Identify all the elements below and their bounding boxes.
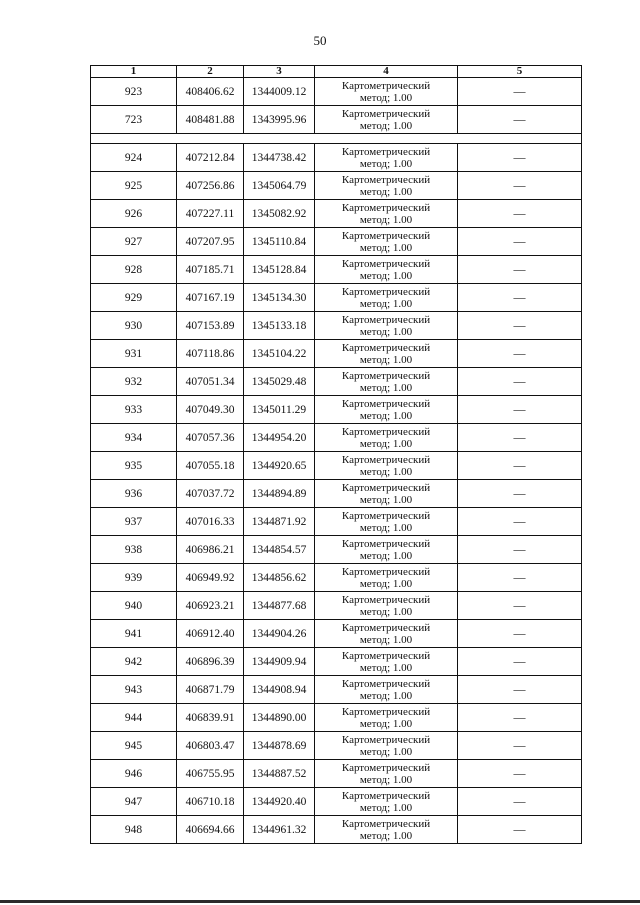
header-cell-1: 1 [91, 66, 177, 78]
dash-cell: — [458, 144, 582, 172]
table-row [91, 228, 582, 256]
x-coordinate-cell: 407037.72 [177, 480, 244, 508]
table-row [91, 508, 582, 536]
x-coordinate-cell: 407256.86 [177, 172, 244, 200]
point-number-cell: 931 [91, 340, 177, 368]
dash-cell: — [458, 200, 582, 228]
method-cell [315, 788, 458, 816]
method-cell [315, 452, 458, 480]
dash-cell: — [458, 228, 582, 256]
y-coordinate-cell: 1344920.65 [244, 452, 315, 480]
table-row [91, 648, 582, 676]
x-coordinate-cell: 406912.40 [177, 620, 244, 648]
dash-cell: — [458, 592, 582, 620]
method-cell [315, 396, 458, 424]
method-line-1: Картометрический [341, 817, 431, 830]
x-coordinate-cell: 406839.91 [177, 704, 244, 732]
method-cell [315, 340, 458, 368]
coordinates-table [90, 65, 582, 844]
y-coordinate-cell: 1345082.92 [244, 200, 315, 228]
table-row [91, 592, 582, 620]
dash-cell: — [458, 508, 582, 536]
method-line-1: Картометрический [341, 257, 431, 270]
point-number-cell: 932 [91, 368, 177, 396]
dash-cell: — [458, 704, 582, 732]
point-number-cell: 929 [91, 284, 177, 312]
x-coordinate-cell: 406755.95 [177, 760, 244, 788]
point-number-cell: 948 [91, 816, 177, 844]
method-line-1: Картометрический [341, 201, 431, 214]
table-row [91, 816, 582, 844]
method-line-2: метод; 1.00 [359, 773, 413, 786]
dash-cell: — [458, 564, 582, 592]
y-coordinate-cell: 1344894.89 [244, 480, 315, 508]
dash-cell: — [458, 788, 582, 816]
point-number-cell: 935 [91, 452, 177, 480]
point-number-cell: 928 [91, 256, 177, 284]
method-line-2: метод; 1.00 [359, 353, 413, 366]
y-coordinate-cell: 1345029.48 [244, 368, 315, 396]
x-coordinate-cell: 407207.95 [177, 228, 244, 256]
method-cell [315, 228, 458, 256]
point-number-cell: 927 [91, 228, 177, 256]
method-line-1: Картометрический [341, 107, 431, 120]
y-coordinate-cell: 1344878.69 [244, 732, 315, 760]
point-number-cell: 936 [91, 480, 177, 508]
point-number-cell: 926 [91, 200, 177, 228]
method-line-2: метод; 1.00 [359, 521, 413, 534]
method-line-1: Картометрический [341, 341, 431, 354]
point-number-cell: 923 [91, 78, 177, 106]
table-body [91, 78, 582, 844]
x-coordinate-cell: 407167.19 [177, 284, 244, 312]
dash-cell: — [458, 312, 582, 340]
table-row [91, 536, 582, 564]
x-coordinate-cell: 406871.79 [177, 676, 244, 704]
point-number-cell: 945 [91, 732, 177, 760]
dash-cell: — [458, 284, 582, 312]
y-coordinate-cell: 1344887.52 [244, 760, 315, 788]
dash-cell: — [458, 536, 582, 564]
header-cell-4: 4 [315, 66, 458, 78]
method-cell [315, 508, 458, 536]
table-row [91, 368, 582, 396]
y-coordinate-cell: 1344908.94 [244, 676, 315, 704]
y-coordinate-cell: 1345133.18 [244, 312, 315, 340]
method-line-2: метод; 1.00 [359, 157, 413, 170]
table-row [91, 284, 582, 312]
method-line-2: метод; 1.00 [359, 381, 413, 394]
method-line-1: Картометрический [341, 145, 431, 158]
table-row [91, 676, 582, 704]
x-coordinate-cell: 407055.18 [177, 452, 244, 480]
method-line-1: Картометрический [341, 285, 431, 298]
table-row [91, 78, 582, 106]
method-cell [315, 620, 458, 648]
method-cell [315, 78, 458, 106]
y-coordinate-cell: 1345104.22 [244, 340, 315, 368]
table-row [91, 620, 582, 648]
dash-cell: — [458, 78, 582, 106]
dash-cell: — [458, 452, 582, 480]
table-row [91, 312, 582, 340]
x-coordinate-cell: 406694.66 [177, 816, 244, 844]
method-line-2: метод; 1.00 [359, 717, 413, 730]
table-row [91, 340, 582, 368]
dash-cell: — [458, 172, 582, 200]
table-row [91, 396, 582, 424]
point-number-cell: 933 [91, 396, 177, 424]
method-cell [315, 536, 458, 564]
table-row [91, 732, 582, 760]
method-line-2: метод; 1.00 [359, 661, 413, 674]
y-coordinate-cell: 1344954.20 [244, 424, 315, 452]
x-coordinate-cell: 407153.89 [177, 312, 244, 340]
y-coordinate-cell: 1345110.84 [244, 228, 315, 256]
y-coordinate-cell: 1345128.84 [244, 256, 315, 284]
y-coordinate-cell: 1344890.00 [244, 704, 315, 732]
point-number-cell: 723 [91, 106, 177, 134]
method-line-1: Картометрический [341, 565, 431, 578]
table-row [91, 200, 582, 228]
x-coordinate-cell: 407057.36 [177, 424, 244, 452]
table-row [91, 172, 582, 200]
method-cell [315, 172, 458, 200]
dash-cell: — [458, 620, 582, 648]
point-number-cell: 944 [91, 704, 177, 732]
point-number-cell: 940 [91, 592, 177, 620]
method-line-1: Картометрический [341, 677, 431, 690]
method-line-2: метод; 1.00 [359, 689, 413, 702]
separator-cell [91, 134, 582, 144]
point-number-cell: 937 [91, 508, 177, 536]
method-line-1: Картометрический [341, 425, 431, 438]
y-coordinate-cell: 1344904.26 [244, 620, 315, 648]
y-coordinate-cell: 1345011.29 [244, 396, 315, 424]
x-coordinate-cell: 407049.30 [177, 396, 244, 424]
method-cell [315, 424, 458, 452]
x-coordinate-cell: 406803.47 [177, 732, 244, 760]
method-line-1: Картометрический [341, 79, 431, 92]
method-cell [315, 368, 458, 396]
table-row [91, 480, 582, 508]
x-coordinate-cell: 407212.84 [177, 144, 244, 172]
dash-cell: — [458, 676, 582, 704]
y-coordinate-cell: 1344909.94 [244, 648, 315, 676]
dash-cell: — [458, 106, 582, 134]
point-number-cell: 925 [91, 172, 177, 200]
method-line-2: метод; 1.00 [359, 91, 413, 104]
point-number-cell: 946 [91, 760, 177, 788]
method-line-2: метод; 1.00 [359, 745, 413, 758]
method-cell [315, 200, 458, 228]
method-line-2: метод; 1.00 [359, 241, 413, 254]
table-row [91, 256, 582, 284]
method-line-2: метод; 1.00 [359, 801, 413, 814]
dash-cell: — [458, 648, 582, 676]
method-line-2: метод; 1.00 [359, 269, 413, 282]
method-line-1: Картометрический [341, 481, 431, 494]
method-line-1: Картометрический [341, 649, 431, 662]
y-coordinate-cell: 1344871.92 [244, 508, 315, 536]
method-line-2: метод; 1.00 [359, 493, 413, 506]
method-line-1: Картометрический [341, 229, 431, 242]
point-number-cell: 943 [91, 676, 177, 704]
method-cell [315, 284, 458, 312]
dash-cell: — [458, 760, 582, 788]
point-number-cell: 934 [91, 424, 177, 452]
method-cell [315, 106, 458, 134]
x-coordinate-cell: 406923.21 [177, 592, 244, 620]
x-coordinate-cell: 408481.88 [177, 106, 244, 134]
method-cell [315, 144, 458, 172]
method-line-2: метод; 1.00 [359, 465, 413, 478]
y-coordinate-cell: 1344877.68 [244, 592, 315, 620]
method-line-1: Картометрический [341, 369, 431, 382]
point-number-cell: 947 [91, 788, 177, 816]
y-coordinate-cell: 1344920.40 [244, 788, 315, 816]
table-row [91, 704, 582, 732]
method-cell [315, 732, 458, 760]
method-line-2: метод; 1.00 [359, 185, 413, 198]
method-line-1: Картометрический [341, 453, 431, 466]
method-line-1: Картометрический [341, 761, 431, 774]
method-line-1: Картометрический [341, 397, 431, 410]
table-row [91, 788, 582, 816]
method-line-2: метод; 1.00 [359, 549, 413, 562]
table-row [91, 424, 582, 452]
method-line-2: метод; 1.00 [359, 297, 413, 310]
method-cell [315, 676, 458, 704]
y-coordinate-cell: 1344738.42 [244, 144, 315, 172]
table-row [91, 564, 582, 592]
method-line-1: Картометрический [341, 537, 431, 550]
header-cell-3: 3 [244, 66, 315, 78]
page-number: 50 [313, 33, 327, 48]
point-number-cell: 942 [91, 648, 177, 676]
method-cell [315, 704, 458, 732]
separator-row [91, 134, 582, 144]
y-coordinate-cell: 1344961.32 [244, 816, 315, 844]
point-number-cell: 924 [91, 144, 177, 172]
y-coordinate-cell: 1344009.12 [244, 78, 315, 106]
method-line-1: Картометрический [341, 705, 431, 718]
method-cell [315, 564, 458, 592]
x-coordinate-cell: 406986.21 [177, 536, 244, 564]
table-row [91, 452, 582, 480]
method-line-1: Картометрический [341, 173, 431, 186]
method-line-2: метод; 1.00 [359, 577, 413, 590]
header-cell-2: 2 [177, 66, 244, 78]
y-coordinate-cell: 1345134.30 [244, 284, 315, 312]
x-coordinate-cell: 407051.34 [177, 368, 244, 396]
dash-cell: — [458, 816, 582, 844]
x-coordinate-cell: 407185.71 [177, 256, 244, 284]
method-line-1: Картометрический [341, 733, 431, 746]
method-line-2: метод; 1.00 [359, 119, 413, 132]
method-cell [315, 592, 458, 620]
x-coordinate-cell: 406949.92 [177, 564, 244, 592]
point-number-cell: 939 [91, 564, 177, 592]
table-row [91, 760, 582, 788]
method-cell [315, 760, 458, 788]
method-line-2: метод; 1.00 [359, 633, 413, 646]
dash-cell: — [458, 256, 582, 284]
dash-cell: — [458, 368, 582, 396]
table-row [91, 144, 582, 172]
bottom-rule [0, 900, 640, 903]
method-line-1: Картометрический [341, 621, 431, 634]
method-cell [315, 256, 458, 284]
method-cell [315, 816, 458, 844]
method-cell [315, 480, 458, 508]
method-line-1: Картометрический [341, 509, 431, 522]
x-coordinate-cell: 406896.39 [177, 648, 244, 676]
method-line-2: метод; 1.00 [359, 325, 413, 338]
method-line-2: метод; 1.00 [359, 213, 413, 226]
method-line-1: Картометрический [341, 789, 431, 802]
method-line-2: метод; 1.00 [359, 829, 413, 842]
method-line-2: метод; 1.00 [359, 437, 413, 450]
x-coordinate-cell: 407227.11 [177, 200, 244, 228]
point-number-cell: 941 [91, 620, 177, 648]
x-coordinate-cell: 406710.18 [177, 788, 244, 816]
table-row [91, 106, 582, 134]
header-row [91, 66, 582, 78]
x-coordinate-cell: 407118.86 [177, 340, 244, 368]
x-coordinate-cell: 408406.62 [177, 78, 244, 106]
y-coordinate-cell: 1343995.96 [244, 106, 315, 134]
y-coordinate-cell: 1344854.57 [244, 536, 315, 564]
method-cell [315, 648, 458, 676]
y-coordinate-cell: 1344856.62 [244, 564, 315, 592]
point-number-cell: 930 [91, 312, 177, 340]
y-coordinate-cell: 1345064.79 [244, 172, 315, 200]
header-cell-5: 5 [458, 66, 582, 78]
dash-cell: — [458, 340, 582, 368]
method-line-2: метод; 1.00 [359, 409, 413, 422]
method-line-1: Картометрический [341, 313, 431, 326]
method-line-1: Картометрический [341, 593, 431, 606]
point-number-cell: 938 [91, 536, 177, 564]
dash-cell: — [458, 480, 582, 508]
method-cell [315, 312, 458, 340]
dash-cell: — [458, 732, 582, 760]
x-coordinate-cell: 407016.33 [177, 508, 244, 536]
dash-cell: — [458, 424, 582, 452]
method-line-2: метод; 1.00 [359, 605, 413, 618]
dash-cell: — [458, 396, 582, 424]
